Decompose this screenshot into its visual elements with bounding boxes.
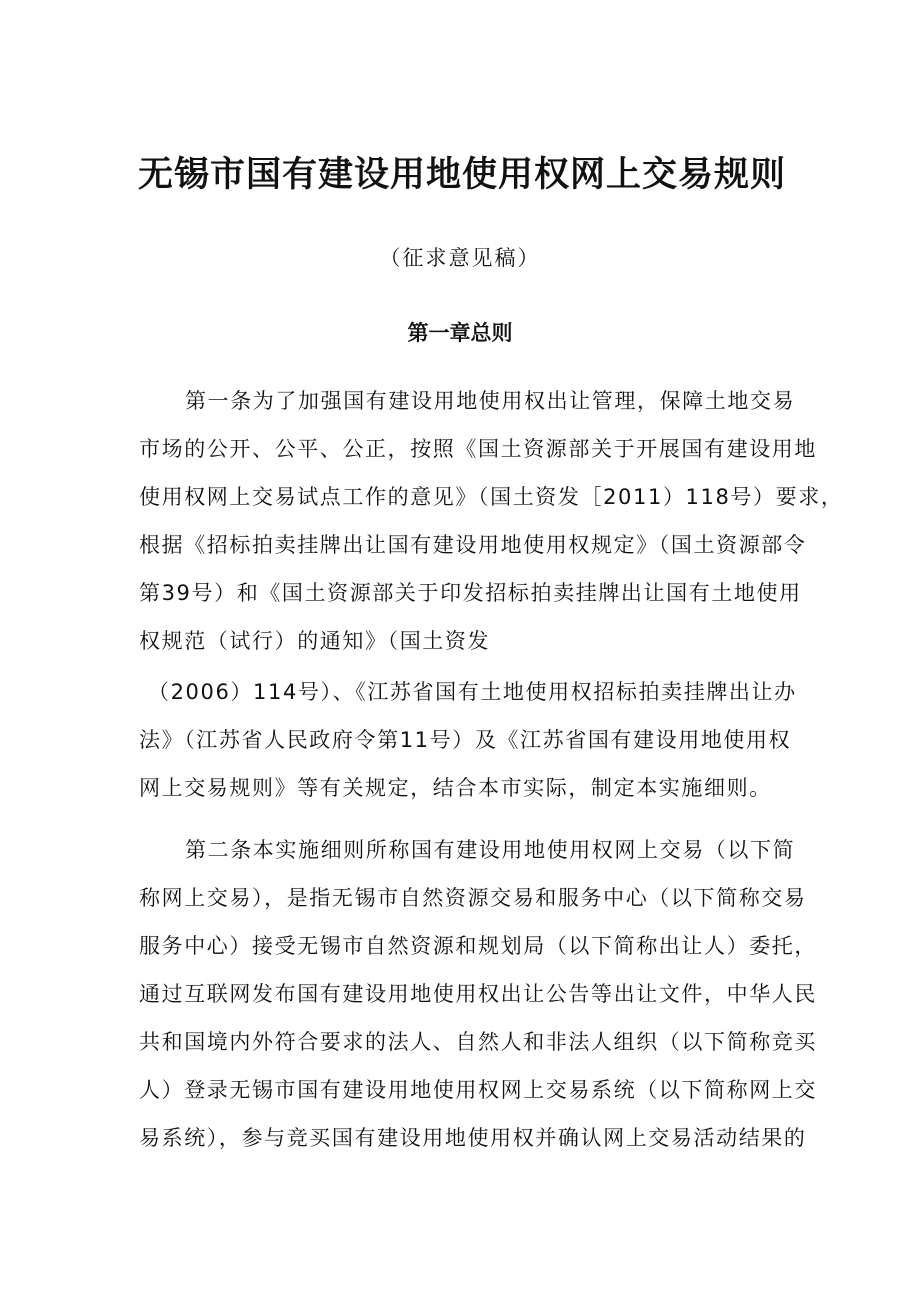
chapter-heading: 第一章总则 (407, 321, 513, 345)
document-subtitle: （征求意见稿） (379, 246, 541, 270)
article-2-line-6: 人）登录无锡市国有建设用地使用权网上交易系统（以下简称网上交 (139, 1078, 817, 1102)
article-1-line-4: 根据《招标拍卖挂牌出让国有建设用地使用权规定》（国土资源部令 (139, 533, 807, 557)
article-2-line-5: 共和国境内外符合要求的法人、自然人和非法人组织（以下简称竞买 (139, 1030, 817, 1054)
article-2-line-2: 称网上交易），是指无锡市自然资源交易和服务中心（以下简称交易 (139, 886, 807, 910)
article-2-line-4: 通过互联网发布国有建设用地使用权出让公告等出让文件，中华人民 (139, 982, 817, 1006)
article-1-line-5: 第39号）和《国土资源部关于印发招标拍卖挂牌出让国有土地使用 (139, 581, 802, 605)
article-1-line-9: 网上交易规则》等有关规定，结合本市实际，制定本实施细则。 (139, 776, 772, 800)
article-1-line-2: 市场的公开、公平、公正，按照《国土资源部关于开展国有建设用地 (139, 437, 817, 461)
document-title: 无锡市国有建设用地使用权网上交易规则 (138, 155, 787, 195)
article-1-line-7: （2006）114号）、《江苏省国有土地使用权招标拍卖挂牌出让办 (148, 680, 797, 704)
article-2-line-7: 易系统），参与竞买国有建设用地使用权并确认网上交易活动结果的 (139, 1126, 807, 1150)
article-1-line-6: 权规范（试行）的通知》（国土资发 (139, 629, 491, 653)
article-2-line-3: 服务中心）接受无锡市自然资源和规划局（以下简称出让人）委托， (139, 934, 817, 958)
article-1-line-1: 第一条为了加强国有建设用地使用权出让管理，保障土地交易 (185, 389, 796, 413)
article-1-line-8: 法》（江苏省人民政府令第11号）及《江苏省国有建设用地使用权 (139, 728, 792, 752)
article-2-line-1: 第二条本实施细则所称国有建设用地使用权网上交易（以下简 (185, 838, 796, 862)
article-1-line-3: 使用权网上交易试点工作的意见》（国土资发［2011）118号）要求， (139, 485, 844, 509)
